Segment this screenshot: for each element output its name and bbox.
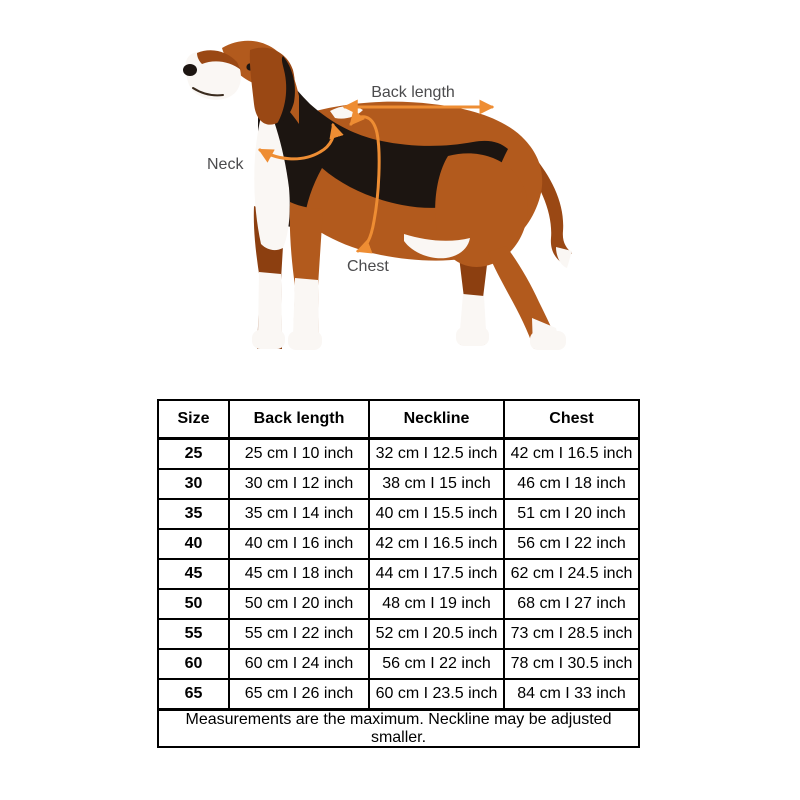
back-length-cell: 40 cm I 16 inch — [229, 529, 369, 559]
dog-front-far-paw — [252, 330, 285, 349]
chest-cell: 84 cm I 33 inch — [504, 679, 639, 710]
header-size: Size — [158, 400, 229, 439]
table-row — [158, 679, 639, 710]
size-cell: 25 — [158, 439, 229, 470]
table-row — [158, 559, 639, 589]
back-length-cell: 45 cm I 18 inch — [229, 559, 369, 589]
size-cell: 35 — [158, 499, 229, 529]
size-cell: 45 — [158, 559, 229, 589]
table-row — [158, 529, 639, 559]
neckline-cell: 38 cm I 15 inch — [369, 469, 504, 499]
table-footnote: Measurements are the maximum. Neckline may be adjusted smaller. — [158, 710, 639, 748]
chest-cell: 42 cm I 16.5 inch — [504, 439, 639, 470]
neckline-cell: 44 cm I 17.5 inch — [369, 559, 504, 589]
dog-front-near-paw — [288, 331, 322, 350]
size-cell: 40 — [158, 529, 229, 559]
chest-label: Chest — [347, 258, 389, 275]
size-cell: 50 — [158, 589, 229, 619]
table-row — [158, 649, 639, 679]
table-row — [158, 469, 639, 499]
back-length-cell: 65 cm I 26 inch — [229, 679, 369, 710]
dog-tail-tip — [556, 247, 572, 268]
neckline-cell: 32 cm I 12.5 inch — [369, 439, 504, 470]
back-length-cell: 55 cm I 22 inch — [229, 619, 369, 649]
back-length-cell: 30 cm I 12 inch — [229, 469, 369, 499]
table-row — [158, 619, 639, 649]
header-chest: Chest — [504, 400, 639, 439]
size-table — [157, 399, 640, 748]
chest-cell: 73 cm I 28.5 inch — [504, 619, 639, 649]
neckline-cell: 42 cm I 16.5 inch — [369, 529, 504, 559]
dog-nose — [183, 64, 197, 76]
dog-rear-far-paw — [456, 327, 489, 346]
size-cell: 55 — [158, 619, 229, 649]
chest-cell: 62 cm I 24.5 inch — [504, 559, 639, 589]
back-length-cell: 60 cm I 24 inch — [229, 649, 369, 679]
table-footer-row — [158, 710, 639, 748]
back-length-cell: 35 cm I 14 inch — [229, 499, 369, 529]
table-row — [158, 589, 639, 619]
neckline-cell: 56 cm I 22 inch — [369, 649, 504, 679]
table-row — [158, 499, 639, 529]
neckline-cell: 48 cm I 19 inch — [369, 589, 504, 619]
back-length-cell: 50 cm I 20 inch — [229, 589, 369, 619]
header-neckline: Neckline — [369, 400, 504, 439]
chest-cell: 46 cm I 18 inch — [504, 469, 639, 499]
dog-rear-near-paw — [530, 331, 566, 350]
table-header-row — [158, 400, 639, 439]
chest-cell: 78 cm I 30.5 inch — [504, 649, 639, 679]
chest-cell: 68 cm I 27 inch — [504, 589, 639, 619]
chest-cell: 51 cm I 20 inch — [504, 499, 639, 529]
header-back-length: Back length — [229, 400, 369, 439]
neck-label: Neck — [207, 156, 244, 173]
chest-cell: 56 cm I 22 inch — [504, 529, 639, 559]
size-cell: 65 — [158, 679, 229, 710]
back-length-label: Back length — [371, 84, 455, 101]
size-cell: 60 — [158, 649, 229, 679]
neckline-cell: 60 cm I 23.5 inch — [369, 679, 504, 710]
neckline-cell: 40 cm I 15.5 inch — [369, 499, 504, 529]
back-length-cell: 25 cm I 10 inch — [229, 439, 369, 470]
neckline-cell: 52 cm I 20.5 inch — [369, 619, 504, 649]
table-row — [158, 439, 639, 470]
size-cell: 30 — [158, 469, 229, 499]
